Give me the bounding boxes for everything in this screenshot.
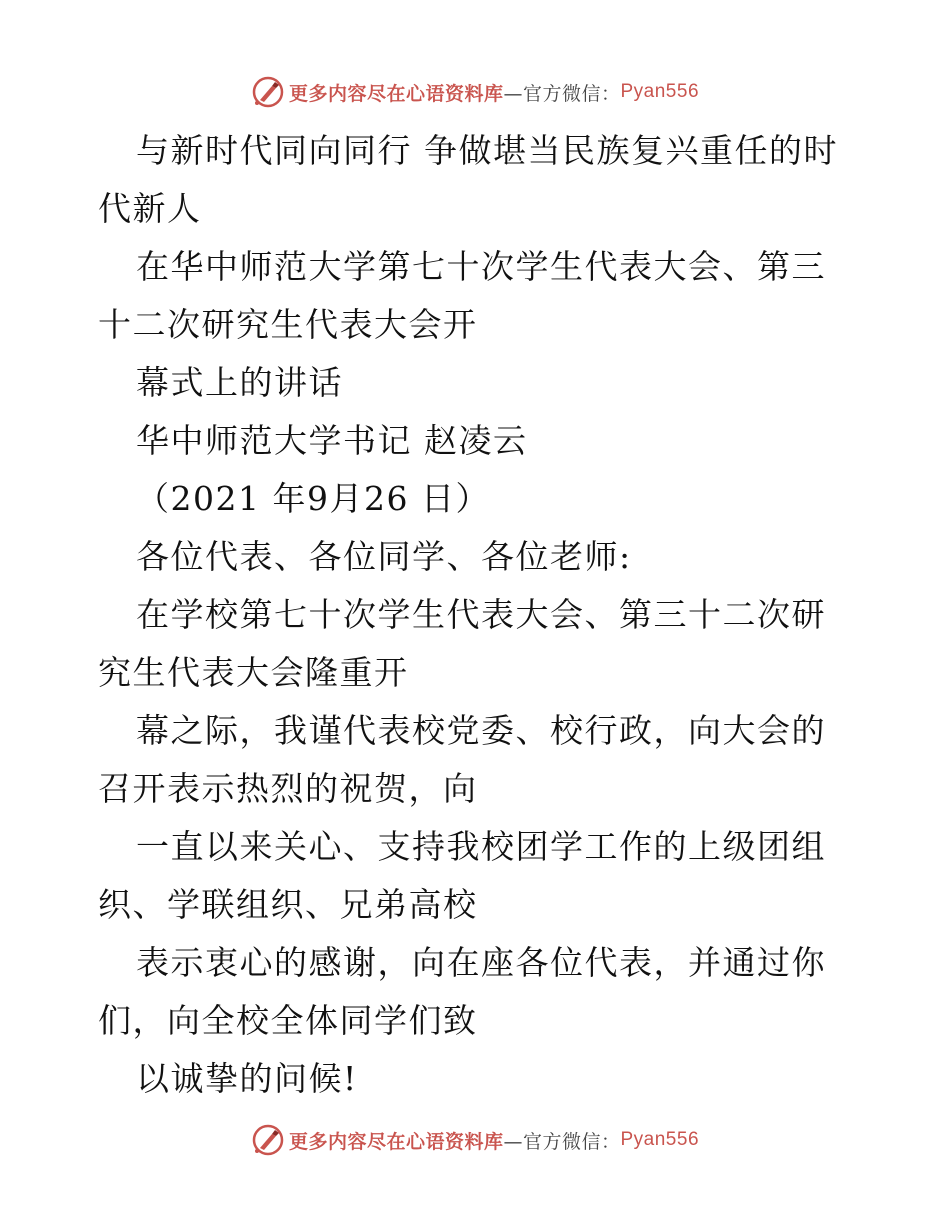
banner-text-wechat-id: Pyan556 bbox=[620, 81, 700, 102]
banner-text-main: 更多内容尽在心语资料库 bbox=[288, 1130, 504, 1153]
footer-watermark-banner bbox=[0, 1120, 950, 1160]
body-paragraph: 幕之际，我谨代表校党委、校行政，向大会的召开表示热烈的祝贺，向 bbox=[98, 711, 826, 808]
body-paragraph: 在学校第七十次学生代表大会、第三十二次研究生代表大会隆重开 bbox=[98, 595, 826, 692]
banner-text-main: 更多内容尽在心语资料库 bbox=[288, 82, 504, 105]
banner-text-separator: —官方微信： bbox=[503, 1130, 621, 1153]
banner-text-wechat-id: Pyan556 bbox=[620, 1129, 700, 1150]
body-paragraph: 一直以来关心、支持我校团学工作的上级团组织、学联组织、兄弟高校 bbox=[98, 827, 826, 924]
body-paragraph: 以诚挚的问候! bbox=[136, 1059, 358, 1098]
pen-logo-icon bbox=[251, 1123, 285, 1157]
body-paragraph: 表示衷心的感谢，向在座各位代表，并通过你们，向全校全体同学们致 bbox=[98, 943, 826, 1040]
header-watermark-banner bbox=[0, 72, 950, 112]
pen-logo-icon bbox=[251, 75, 285, 109]
salutation: 各位代表、各位同学、各位老师: bbox=[136, 537, 632, 576]
speaker-line: 华中师范大学书记 赵凌云 bbox=[136, 421, 528, 460]
document-title: 与新时代同向同行 争做堪当民族复兴重任的时代新人 bbox=[98, 131, 838, 228]
speech-occasion-line1: 在华中师范大学第七十次学生代表大会、第三十二次研究生代表大会开 bbox=[98, 247, 826, 344]
speech-date: （2021 年9月26 日） bbox=[136, 479, 490, 518]
document-body bbox=[98, 122, 858, 1108]
speech-occasion-line2: 幕式上的讲话 bbox=[136, 363, 343, 402]
banner-text-separator: —官方微信： bbox=[503, 82, 621, 105]
